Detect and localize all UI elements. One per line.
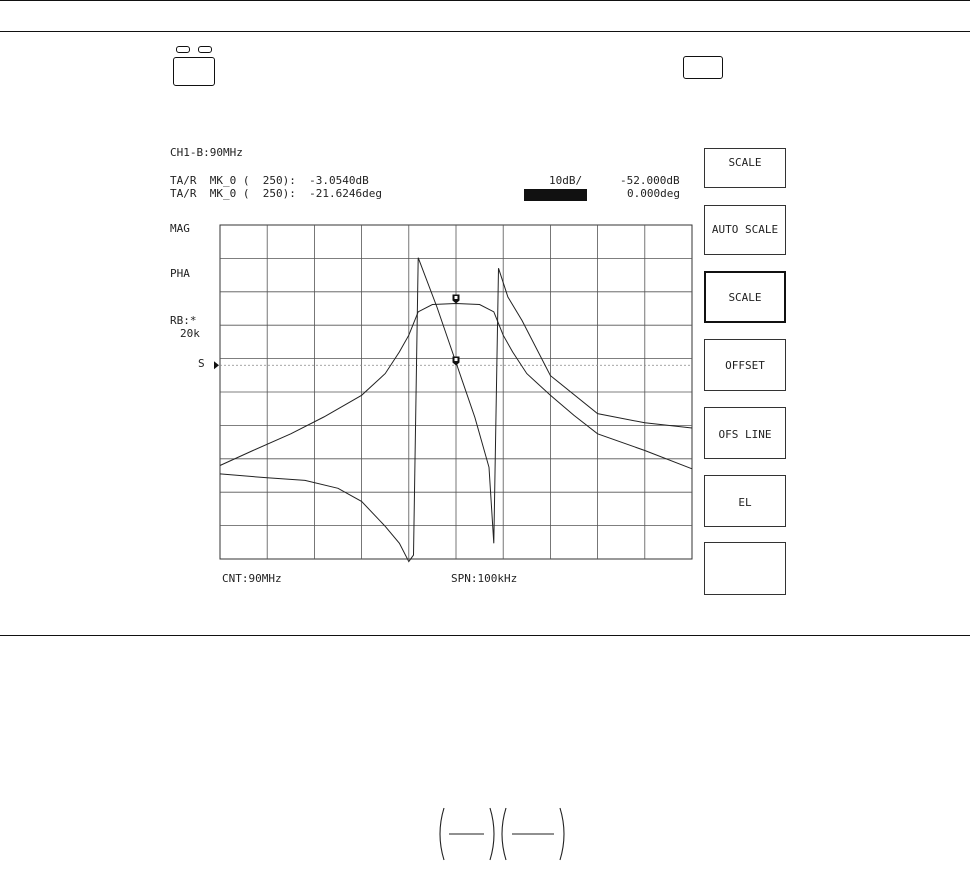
marker-name: MK_0 ( [209, 187, 250, 200]
highlighted-scale-field [524, 189, 587, 201]
trace-label: TA/R [170, 187, 197, 200]
marker-glyph-center [455, 358, 458, 361]
mag-label: MAG [170, 222, 190, 235]
panel-key-with-leds[interactable] [173, 57, 215, 86]
reference-level-arrow-icon [214, 361, 219, 369]
marker-icon [453, 357, 460, 366]
reference-readout-phase: 0.000deg [627, 187, 680, 200]
softkey-scale[interactable] [704, 271, 786, 323]
marker-name: MK_0 ( [209, 174, 250, 187]
graticule-grid [220, 225, 692, 559]
softkey-label: OFS LINE [718, 428, 772, 441]
fraction-symbol-icon [436, 806, 570, 866]
pha-label: PHA [170, 267, 190, 280]
softkey-el[interactable] [704, 475, 786, 527]
trace-label: TA/R [170, 174, 197, 187]
softkey-ofs-line[interactable] [704, 407, 786, 459]
rbw-label: RB:* [170, 314, 197, 327]
key-led-right [198, 46, 212, 53]
marker-readout-magnitude [170, 174, 369, 187]
marker-glyph-center [455, 296, 458, 299]
marker-point: 250): [262, 174, 296, 187]
softkey-label: EL [738, 496, 752, 509]
softkey-auto-scale[interactable] [704, 205, 786, 255]
marker-value: -21.6246deg [309, 187, 382, 200]
marker-readout-phase [170, 187, 382, 200]
channel-readout: CH1-B:90MHz [170, 146, 243, 159]
rbw-value: 20k [180, 327, 200, 340]
trace-display [210, 215, 696, 567]
center-frequency: CNT:90MHz [222, 572, 282, 585]
marker-value: -3.0540dB [309, 174, 369, 187]
softkey-offset[interactable] [704, 339, 786, 391]
softkey-label: AUTO SCALE [711, 223, 779, 236]
frequency-span: SPN:100kHz [451, 572, 518, 585]
key-led-left [176, 46, 190, 53]
sweep-label: S [198, 357, 205, 370]
reference-readout-magnitude: -52.000dB [620, 174, 680, 187]
softkey-blank[interactable] [704, 542, 786, 595]
header-rule [0, 31, 970, 32]
marker-point: 250): [262, 187, 296, 200]
marker-icon [453, 294, 460, 303]
figure-bottom-rule [0, 635, 970, 636]
softkey-label: OFFSET [725, 359, 765, 372]
softkey-scale-title[interactable] [704, 148, 786, 188]
panel-key[interactable] [683, 56, 723, 79]
softkey-label: SCALE [728, 291, 762, 304]
scale-readout-magnitude: 10dB/ [549, 174, 583, 187]
softkey-label: SCALE [728, 156, 762, 169]
top-border [0, 0, 970, 1]
